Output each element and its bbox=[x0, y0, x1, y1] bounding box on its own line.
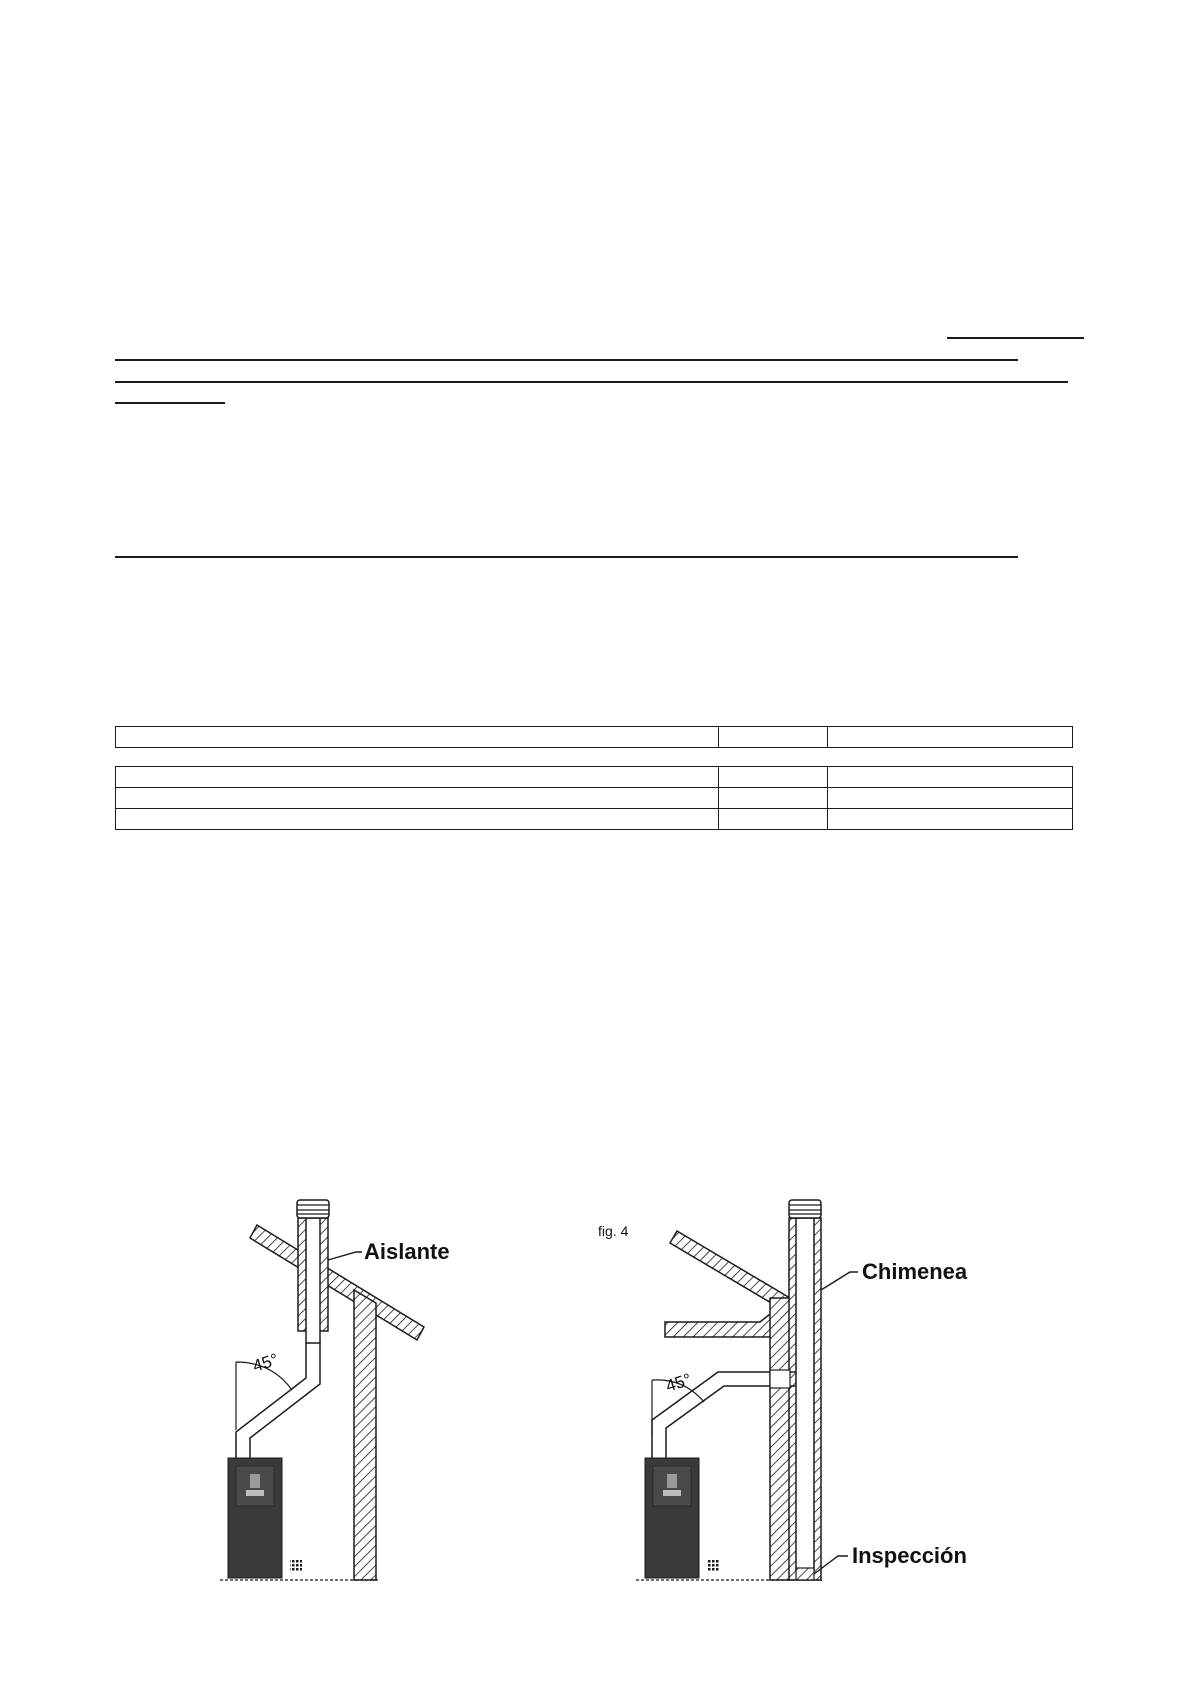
right-chimney-cap bbox=[789, 1200, 821, 1218]
right-installation bbox=[636, 1200, 968, 1580]
table-cell bbox=[719, 727, 828, 748]
figure-caption: fig. 4 bbox=[598, 1223, 629, 1239]
right-angle-label: 45° bbox=[663, 1369, 694, 1396]
table-cell bbox=[828, 767, 1073, 788]
table-row bbox=[116, 727, 1073, 748]
table-cell bbox=[828, 727, 1073, 748]
spec-table-body bbox=[115, 766, 1073, 830]
left-wall bbox=[354, 1290, 376, 1580]
insulation-label: Aislante bbox=[364, 1239, 450, 1264]
left-angle-label: 45° bbox=[250, 1349, 281, 1376]
left-stove bbox=[228, 1458, 282, 1578]
inspection-label: Inspección bbox=[852, 1543, 967, 1568]
right-floor-slab bbox=[665, 1310, 775, 1337]
left-flue-pipe bbox=[306, 1218, 320, 1343]
table-cell bbox=[719, 788, 828, 809]
left-chimney-cap bbox=[297, 1200, 329, 1218]
table-cell bbox=[719, 767, 828, 788]
underline-1 bbox=[947, 337, 1084, 339]
table-row bbox=[116, 788, 1073, 809]
chimney-label: Chimenea bbox=[862, 1259, 968, 1284]
right-masonry-wall bbox=[770, 1298, 790, 1580]
left-vent-grille bbox=[290, 1560, 302, 1572]
underline-4 bbox=[115, 402, 225, 404]
left-insulation-leader bbox=[328, 1252, 362, 1260]
table-cell bbox=[719, 809, 828, 830]
table-cell bbox=[116, 809, 719, 830]
underline-2 bbox=[115, 359, 1018, 361]
table-cell bbox=[828, 809, 1073, 830]
right-inspection-door bbox=[796, 1568, 814, 1580]
installation-diagram bbox=[0, 1180, 1191, 1600]
right-chimney-flue bbox=[796, 1218, 814, 1570]
table-cell bbox=[116, 767, 719, 788]
underline-3 bbox=[115, 381, 1068, 383]
underline-5 bbox=[115, 556, 1018, 558]
right-vent-grille bbox=[708, 1560, 720, 1572]
right-wall-sleeve bbox=[770, 1370, 790, 1388]
right-chimney-leader bbox=[821, 1272, 858, 1290]
table-cell bbox=[828, 788, 1073, 809]
table-cell bbox=[116, 788, 719, 809]
table-cell bbox=[116, 727, 719, 748]
table-row bbox=[116, 767, 1073, 788]
right-stove bbox=[645, 1458, 699, 1578]
table-row bbox=[116, 809, 1073, 830]
left-installation bbox=[220, 1200, 450, 1580]
spec-table-header bbox=[115, 726, 1073, 748]
